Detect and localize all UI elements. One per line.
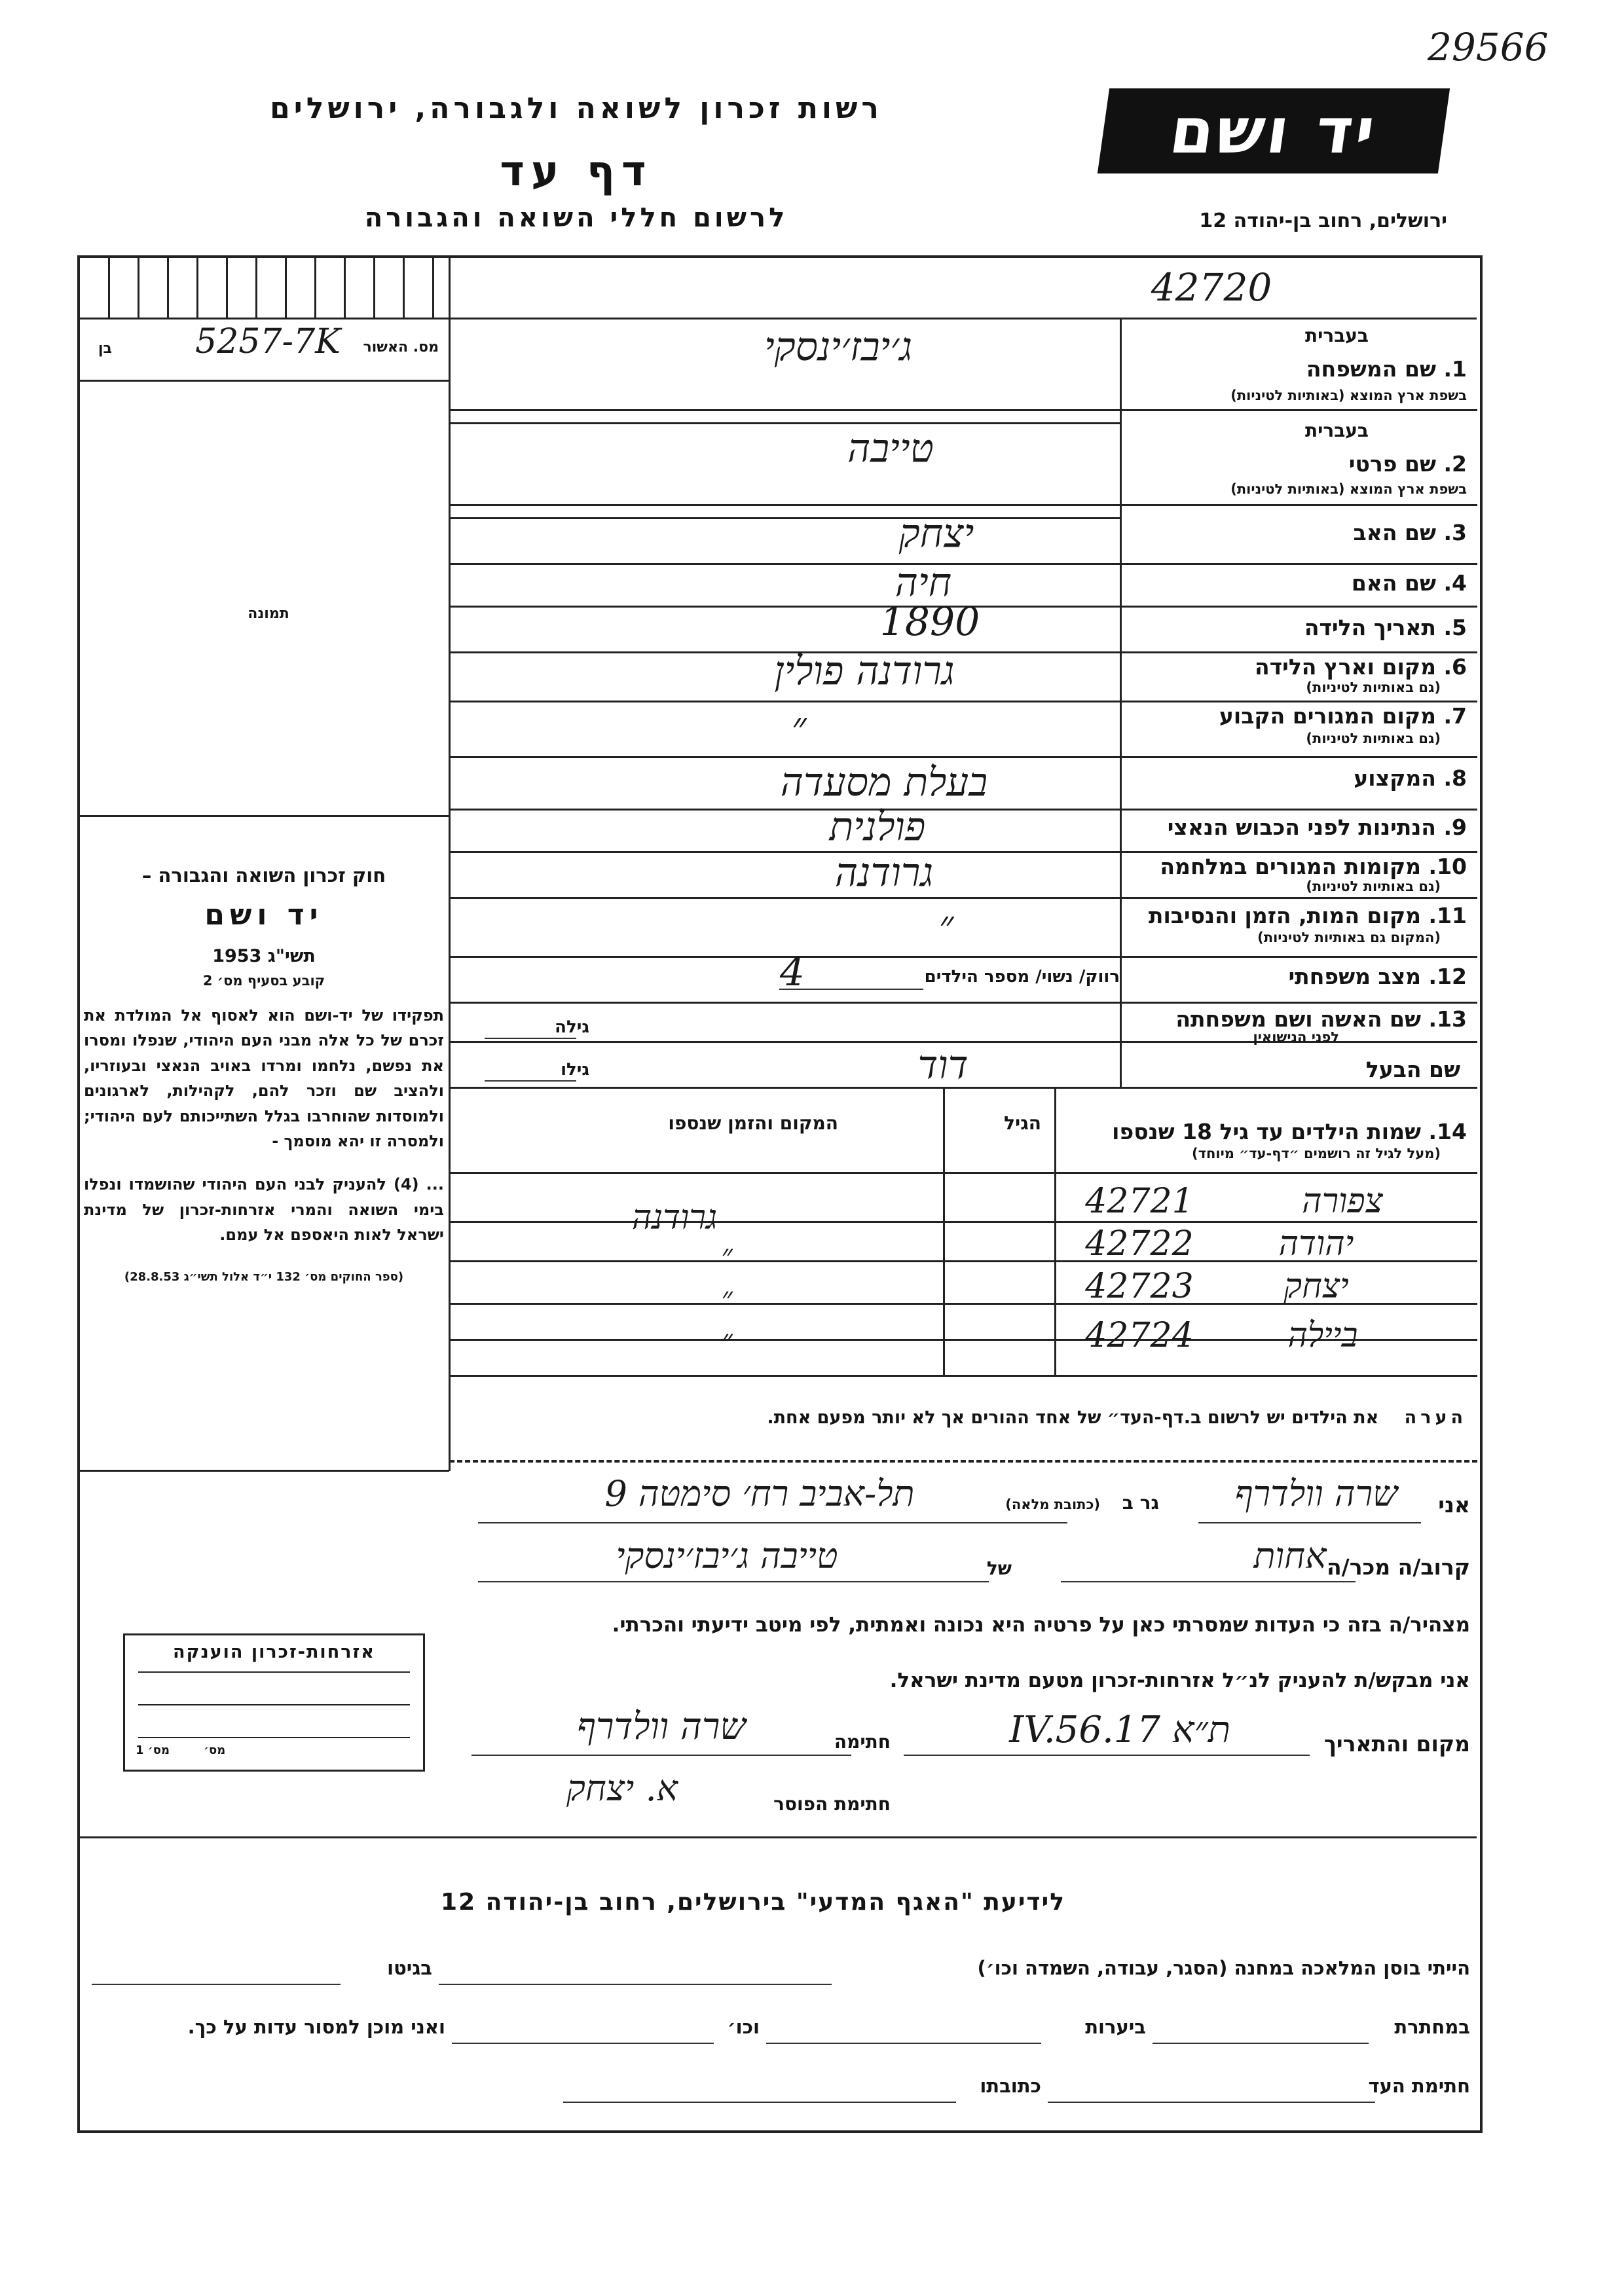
law-text-1: תפקידו של יד-ושם הוא לאסוף אל המולדת את זכרם של כל אלה מבני העם היהודי, שנפלו ומסרו את נפשם, נלחמו ומרדו באויב הנאצי ובעוזריו, ולהציב שם וזכר להם, לקהילות, לארגונים ולמוסדות שהוחרבו בגלל השתייכותם לעם היהודי; ולמסרה זו יהא מוסמך - <box>84 1006 444 1150</box>
approval-row <box>85 322 439 367</box>
field-13-label <box>1175 1007 1467 1032</box>
field-7-number: 7. <box>1443 703 1467 729</box>
field-2-value: טייבה <box>847 426 934 471</box>
field-5-name: תאריך הלידה <box>1304 615 1436 640</box>
field-14-number: 14. <box>1428 1119 1467 1144</box>
field-12-number: 12. <box>1428 964 1467 989</box>
col-age-header: הגיל <box>1004 1112 1041 1134</box>
field-4-value: חיה <box>895 560 952 606</box>
law-title: חוק זכרון השואה והגבורה – <box>141 864 386 886</box>
child-3-name: יצחק <box>1283 1267 1349 1306</box>
child-1-place: גרודנה <box>631 1198 718 1237</box>
document-number: 29566 <box>1428 25 1549 69</box>
field-5-number: 5. <box>1443 615 1467 640</box>
field-14-label <box>1112 1120 1467 1144</box>
field-8-value: בעלת מסעדה <box>780 759 988 805</box>
field-4-number: 4. <box>1443 570 1467 596</box>
field-2-lang: בעברית <box>1304 420 1369 441</box>
child-2-name: יהודה <box>1278 1224 1354 1264</box>
signature-label: חתימה <box>834 1731 891 1753</box>
field-12-label <box>1288 964 1467 989</box>
official-signature: א. יצחק <box>566 1768 678 1809</box>
relation-label: קרוב/ה מכר/ה <box>1327 1554 1470 1580</box>
child-4-ref: 42724 <box>1085 1316 1194 1355</box>
child-3-place: ״ <box>721 1280 733 1315</box>
law-clause: קובע בסעיף מס׳ 2 <box>202 973 325 989</box>
place-date-value: ת״א 17.IV.56 <box>1009 1709 1230 1751</box>
field-3-name: שם האב <box>1353 520 1436 545</box>
declaration-line-2: אני מבקש/ת להעניק לנ״ל אזרחות-זכרון מטעם מדינת ישראל. <box>889 1669 1470 1692</box>
law-text-2: ... (4) להעניק לבני העם היהודי שהושמדו ונפלו בימי השואה והמרי אזרחות-זכרון של מדינת ישראל לאות היאספם אל עמם. <box>84 1175 444 1245</box>
record-number: 42720 <box>1151 265 1272 310</box>
field-2-label <box>1349 452 1467 477</box>
of-label: של <box>986 1558 1012 1579</box>
field-1-label <box>1306 357 1467 382</box>
field-7-value: ״ <box>791 704 807 750</box>
footer-line-3b: כתובתו <box>980 2075 1041 2097</box>
field-3-label <box>1354 520 1467 545</box>
ani-label: אני <box>1438 1492 1470 1518</box>
footer-line-3a: חתימת העד <box>1368 2075 1470 2097</box>
photo-label: תמונה <box>248 606 289 622</box>
child-4-place: ״ <box>721 1322 733 1358</box>
field-10-label <box>1160 854 1467 879</box>
child-2-ref: 42722 <box>1085 1224 1194 1264</box>
wife-age-label: גילה <box>555 1017 589 1037</box>
field-11-value: ״ <box>938 902 954 948</box>
authority-title: רשות זכרון לשואה ולגבורה, ירושלים <box>270 92 883 125</box>
field-9-number: 9. <box>1443 814 1467 840</box>
footer-line-2d: ואני מוכן למסור עדות על כך. <box>187 2016 445 2038</box>
field-9-value: פולנית <box>829 804 926 850</box>
ani-value: שרה וולדרף <box>1234 1473 1398 1514</box>
form-title: דף עד <box>500 147 653 196</box>
yad-vashem-logo: יד ושם <box>1098 88 1450 173</box>
field-1-sub: בשפת ארץ המוצא (באותיות לטיניות) <box>1230 388 1467 403</box>
field-5-label <box>1304 615 1467 640</box>
field-8-number: 8. <box>1443 765 1467 791</box>
declaration-line-1: מצהיר/ה בזה כי העדות שמסרתי כאן על פרטיה היא נכונה ואמתית, לפי מיטב ידיעתי והכרתי. <box>612 1613 1470 1637</box>
law-year: תשי"ג 1953 <box>212 946 316 966</box>
field-10-name: מקומות המגורים במלחמה <box>1160 854 1422 879</box>
field-11-name: מקום המות, הזמן והנסיבות <box>1148 903 1422 928</box>
field-12-name: מצב משפחתי <box>1288 964 1422 989</box>
law-box <box>84 864 444 1284</box>
field-7-label <box>1219 704 1467 729</box>
child-4-name: ביילה <box>1287 1316 1358 1355</box>
note-row <box>458 1408 1467 1428</box>
field-6-number: 6. <box>1443 654 1467 680</box>
field-11-sub: (המקום גם באותיות לטיניות) <box>1257 930 1441 945</box>
form-subtitle: לרשום חללי השואה והגבורה <box>364 203 788 233</box>
children-count: 4 <box>779 949 805 995</box>
husband-label: שם הבעל <box>1365 1057 1460 1082</box>
gar-sub: (כתובת מלאה) <box>1005 1497 1100 1512</box>
approval-label: מס. האשור <box>363 339 439 355</box>
husband-value: דוד <box>917 1042 969 1088</box>
citizenship-box <box>123 1633 425 1772</box>
child-3-ref: 42723 <box>1085 1267 1194 1306</box>
field-10-number: 10. <box>1428 854 1467 879</box>
official-label: חתימת הפוסר <box>773 1793 891 1815</box>
field-9-label <box>1168 815 1467 840</box>
field-7-sub: (גם באותיות לטיניות) <box>1306 731 1441 746</box>
note-text: את הילדים יש לרשום ב.דף-העד״ של אחד ההורים אך לא יותר מפעם אחת. <box>767 1408 1379 1428</box>
field-14-name: שמות הילדים עד גיל 18 שנספו <box>1112 1119 1422 1144</box>
approval-suffix: בן <box>98 340 112 357</box>
field-13-sub: לפני הנישואין <box>1253 1029 1339 1045</box>
footer-line-2b: ביערות <box>1085 2016 1146 2038</box>
field-3-number: 3. <box>1443 520 1467 545</box>
field-6-value: גרודנה פולין <box>774 648 955 694</box>
field-2-sub: בשפת ארץ המוצא (באותיות לטיניות) <box>1230 481 1467 497</box>
field-9-name: הנתינות לפני הכבוש הנאצי <box>1167 814 1436 840</box>
citizenship-number-label-2: מס׳ <box>204 1743 226 1757</box>
field-14-sub: (מעל לגיל זה רושמים ״דף-עד״ מיוחד) <box>1192 1146 1441 1161</box>
approval-number: 5257-7K <box>195 322 341 361</box>
citizenship-title: אזרחות-זכרון הוענקה <box>173 1642 375 1662</box>
field-1-value: ג׳יבז׳ינסקי <box>764 324 913 370</box>
field-10-value: גרודנה <box>834 850 934 896</box>
gar-label: גר ב <box>1122 1492 1159 1514</box>
relation-value: אחות <box>1253 1535 1327 1576</box>
field-4-label <box>1352 571 1467 596</box>
address-value: תל-אביב רח׳ סימטה 9 <box>604 1473 915 1514</box>
child-2-place: ״ <box>721 1237 733 1273</box>
footer-line-1a: הייתי בוסן המלאכה במחנה (הסגר, עבודה, השמדה וכו׳) <box>977 1957 1470 1979</box>
field-1-name: שם המשפחה <box>1306 356 1436 382</box>
footer-line-1b: בגיטו <box>387 1957 432 1979</box>
field-8-name: המקצוע <box>1354 765 1436 791</box>
husband-age-label: גילו <box>561 1060 589 1080</box>
marital-options: רווק/ נשוי/ מספר הילדים <box>924 967 1120 987</box>
col-place-header: המקום והזמן שנספו <box>668 1112 838 1134</box>
declaration-separator <box>449 1460 1477 1463</box>
field-6-sub: (גם באותיות לטיניות) <box>1306 680 1441 695</box>
child-1-ref: 42721 <box>1085 1182 1194 1221</box>
place-date-label: מקום והתאריך <box>1323 1731 1470 1757</box>
field-2-number: 2. <box>1443 451 1467 477</box>
law-source: (ספר החוקים מס׳ 132 י״ד אלול תשי״ג 28.8.53) <box>124 1269 404 1284</box>
field-1-number: 1. <box>1443 356 1467 382</box>
field-3-value: יצחק <box>898 511 974 556</box>
footer-line-2a: במחתרת <box>1394 2016 1470 2038</box>
field-2-name: שם פרטי <box>1348 451 1436 477</box>
field-11-number: 11. <box>1428 903 1467 928</box>
field-7-name: מקום המגורים הקבוע <box>1219 703 1436 729</box>
field-10-sub: (גם באותיות לטיניות) <box>1306 879 1441 894</box>
signature-value: שרה וולדרף <box>576 1705 747 1748</box>
footer-line-2c: וכו׳ <box>727 2016 760 2038</box>
field-6-label <box>1255 655 1467 680</box>
citizenship-number-label: מס׳ 1 <box>136 1743 170 1757</box>
field-6-name: מקום וארץ הלידה <box>1255 654 1436 680</box>
of-value: טייבה ג׳יבז׳ינסקי <box>616 1535 838 1576</box>
field-13-name: שם האשה ושם משפחתה <box>1175 1006 1422 1032</box>
field-4-name: שם האם <box>1351 570 1436 596</box>
child-1-name: צפורה <box>1302 1182 1383 1221</box>
field-13-number: 13. <box>1428 1006 1467 1032</box>
footer-title: לידיעת "האגף המדעי" בירושלים, רחוב בן-יהודה 12 <box>441 1889 1065 1916</box>
field-5-value: 1890 <box>879 599 980 645</box>
field-1-lang: בעברית <box>1304 325 1369 346</box>
law-name: יד ושם <box>204 898 323 932</box>
field-11-label <box>1149 903 1467 928</box>
header-address: ירושלים, רחוב בן-יהודה 12 <box>1199 210 1447 232</box>
field-8-label <box>1354 766 1467 791</box>
note-label: הערה <box>1404 1408 1467 1428</box>
